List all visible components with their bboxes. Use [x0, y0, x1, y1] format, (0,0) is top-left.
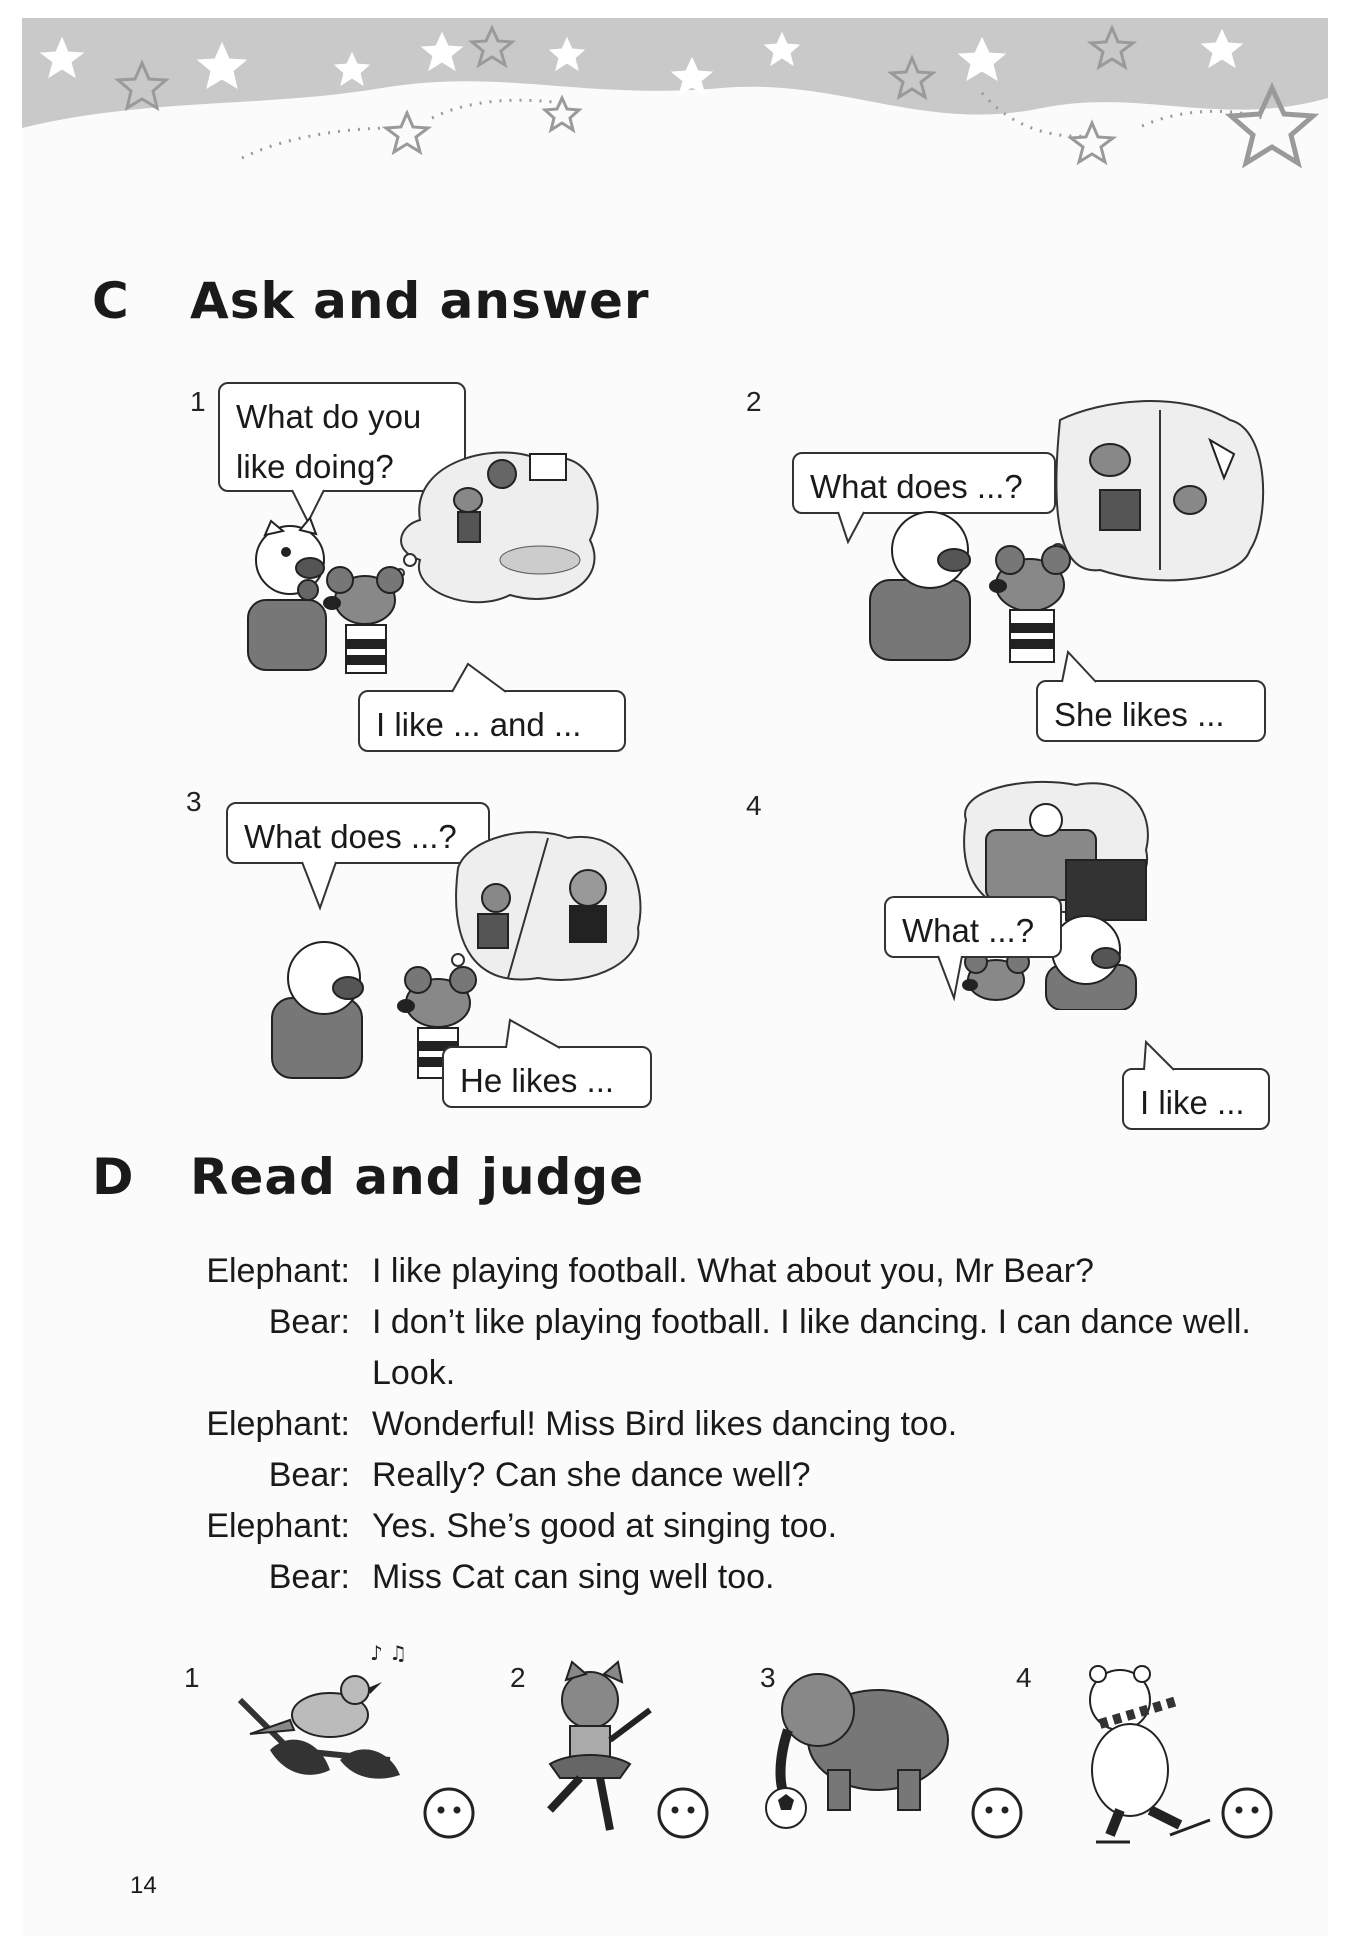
star-outline-icon — [386, 113, 428, 152]
scene-pig-and-mouse-4 — [946, 780, 1166, 1010]
music-note-icon: ♪ ♫ — [370, 1641, 408, 1665]
page-number: 14 — [130, 1872, 157, 1899]
mouse-icon — [990, 546, 1070, 662]
question-line: What do you — [236, 398, 422, 435]
dialogue-row — [190, 1399, 1272, 1450]
dialogue-row — [190, 1501, 1272, 1552]
speaker: Elephant: — [206, 1507, 350, 1545]
cat-dancing-icon — [510, 1660, 660, 1840]
smiley-face-icon[interactable] — [970, 1786, 1024, 1840]
dialogue-line: Really? Can she dance well? — [372, 1456, 811, 1494]
item-number: 3 — [186, 786, 202, 817]
elephant-football-icon — [758, 1640, 968, 1840]
answer-bubble: She likes ... — [1036, 680, 1266, 742]
dialogue — [190, 1246, 1272, 1603]
dialogue-row — [190, 1297, 1272, 1399]
judge-number: 3 — [760, 1662, 776, 1693]
item-number: 1 — [190, 386, 206, 417]
section-c-title: Ask and answer — [190, 272, 650, 330]
section-d-title: Read and judge — [190, 1148, 645, 1206]
item-number: 4 — [746, 790, 762, 821]
mouse-icon — [963, 951, 1029, 1000]
question-line: What does ...? — [810, 468, 1023, 505]
dialogue-row — [190, 1450, 1272, 1501]
question-line: like doing? — [236, 447, 394, 485]
smiley-face-icon[interactable] — [422, 1786, 476, 1840]
dialogue-line: Miss Cat can sing well too. — [372, 1558, 775, 1596]
section-d-letter: D — [92, 1148, 134, 1206]
judge-number: 2 — [510, 1662, 526, 1693]
basketball-icon — [488, 460, 516, 488]
dialogue-line: I don’t like playing football. I like dancing. I can dance well. Look. — [372, 1303, 1251, 1392]
speaker: Elephant: — [206, 1252, 350, 1290]
star-outline-icon — [1071, 123, 1113, 162]
answer-bubble: I like ... and ... — [358, 690, 626, 752]
scene-pig-and-mouse-1 — [240, 440, 600, 690]
pig-icon — [870, 512, 970, 660]
judge-number: 4 — [1016, 1662, 1032, 1693]
answer-bubble: He likes ... — [442, 1046, 652, 1108]
bear-skating-icon — [1060, 1660, 1220, 1850]
speaker: Elephant: — [206, 1405, 350, 1443]
dialogue-row — [190, 1552, 1272, 1603]
item-number: 2 — [746, 386, 762, 417]
question-bubble — [884, 896, 1062, 958]
smiley-face-icon[interactable] — [1220, 1786, 1274, 1840]
bird-singing-icon — [230, 1640, 420, 1790]
tv-icon — [1066, 860, 1146, 920]
answer-bubble: I like ... — [1122, 1068, 1270, 1130]
speaker: Bear: — [268, 1303, 350, 1341]
pig-icon — [272, 942, 363, 1078]
star-banner — [22, 18, 1328, 208]
question-line: What ...? — [902, 912, 1035, 949]
dialogue-line: Wonderful! Miss Bird likes dancing too. — [372, 1405, 958, 1443]
smiley-face-icon[interactable] — [656, 1786, 710, 1840]
cat-icon — [570, 870, 606, 942]
judge-number: 1 — [184, 1662, 200, 1693]
dialogue-line: Yes. She’s good at singing too. — [372, 1507, 838, 1545]
dialogue-row — [190, 1246, 1272, 1297]
dialogue-line: I like playing football. What about you, Mr Bear? — [372, 1252, 1094, 1290]
scene-pig-and-mouse-2 — [860, 400, 1270, 680]
speaker: Bear: — [268, 1456, 350, 1494]
speaker: Bear: — [268, 1558, 350, 1596]
mouse-thinking-icon — [454, 488, 482, 542]
question-line: What does ...? — [244, 818, 457, 855]
section-c-letter: C — [92, 272, 129, 330]
